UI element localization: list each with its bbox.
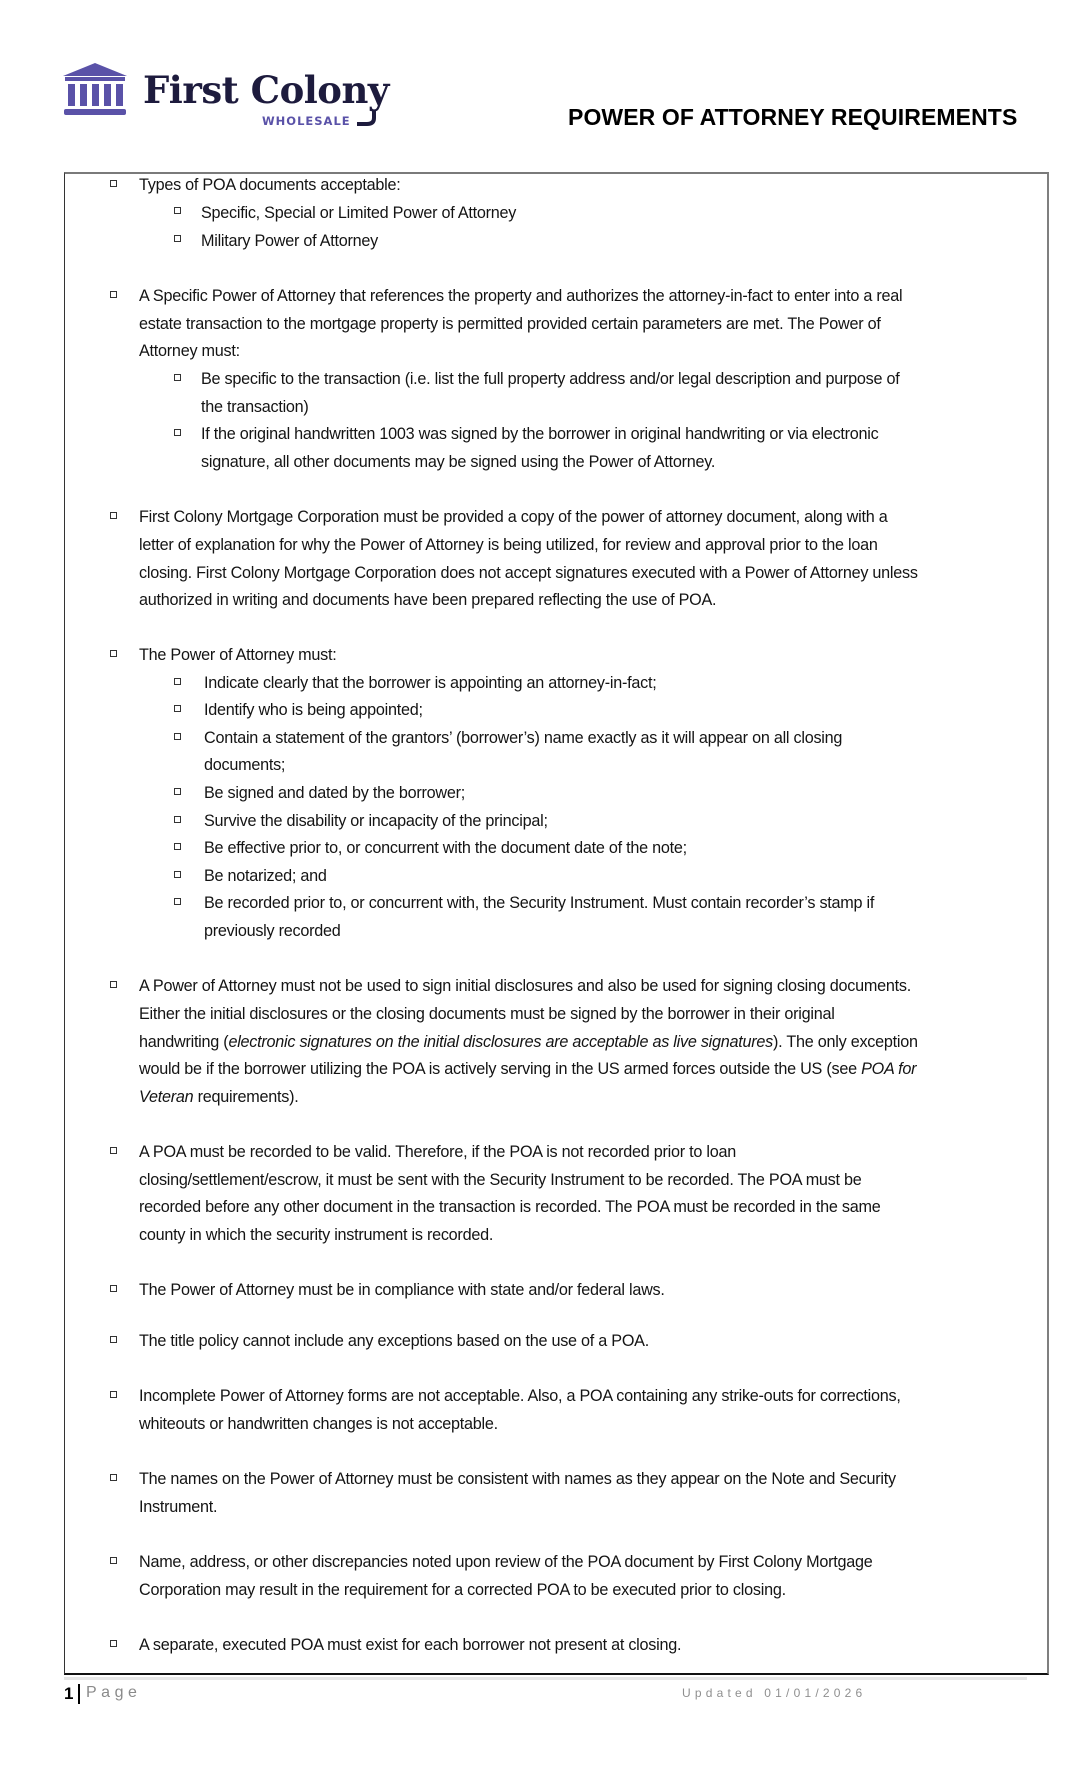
paragraph-line: authorized in writing and documents have been prepared reflecting the use of POA. [139, 591, 717, 609]
paragraph-line [139, 1059, 916, 1079]
square-bullet-icon [174, 207, 181, 214]
sub-item-line: If the original handwritten 1003 was signed by the borrower in original handwriting or via electronic [201, 425, 879, 443]
text-run: handwriting ( [139, 1033, 229, 1051]
square-bullet-icon [174, 429, 181, 436]
paragraph-line: The title policy cannot include any exceptions based on the use of a POA. [139, 1332, 649, 1350]
paragraph-line: Name, address, or other discrepancies noted upon review of the POA document by First Colony Mortgage [139, 1553, 873, 1571]
sub-item-line: documents; [204, 756, 286, 774]
square-bullet-icon [110, 1336, 117, 1343]
logo-hook-icon [355, 110, 377, 126]
sub-item-line: previously recorded [204, 922, 341, 940]
page-separator [78, 1684, 80, 1704]
paragraph-line: A separate, executed POA must exist for each borrower not present at closing. [139, 1636, 682, 1654]
square-bullet-icon [174, 235, 181, 242]
paragraph-line: Types of POA documents acceptable: [139, 176, 401, 194]
paragraph-line: letter of explanation for why the Power of Attorney is being utilized, for review and approval prior to the loan [139, 536, 878, 554]
page-label: Page [86, 1684, 142, 1701]
text-run: requirements). [193, 1088, 299, 1106]
square-bullet-icon [110, 1474, 117, 1481]
italic-text-run: POA for [861, 1060, 917, 1078]
paragraph-line: The names on the Power of Attorney must be consistent with names as they appear on the Note and Security [139, 1470, 896, 1488]
square-bullet-icon [110, 981, 117, 988]
sub-item-line: Identify who is being appointed; [204, 701, 423, 719]
paragraph-line: The Power of Attorney must be in compliance with state and/or federal laws. [139, 1281, 665, 1299]
square-bullet-icon [174, 788, 181, 795]
bank-columns-icon [63, 63, 127, 119]
square-bullet-icon [174, 678, 181, 685]
sub-item-line: Be signed and dated by the borrower; [204, 784, 465, 802]
paragraph-line: Either the initial disclosures or the closing documents must be signed by the borrower in their original [139, 1005, 835, 1023]
paragraph-line: A Specific Power of Attorney that references the property and authorizes the attorney-in-fact to enter into a real [139, 287, 903, 305]
square-bullet-icon [174, 816, 181, 823]
sub-item-line: the transaction) [201, 398, 309, 416]
paragraph-line: closing/settlement/escrow, it must be sent with the Security Instrument to be recorded. The POA must be [139, 1171, 862, 1189]
paragraph-line: whiteouts or handwritten changes is not acceptable. [139, 1415, 498, 1433]
square-bullet-icon [110, 1557, 117, 1564]
sub-item-line: Be effective prior to, or concurrent with the document date of the note; [204, 839, 687, 857]
updated-date: Updated 01/01/2026 [682, 1686, 867, 1700]
logo-subtitle: WHOLESALE [262, 114, 351, 128]
paragraph-line: Corporation may result in the requirement for a corrected POA to be executed prior to closing. [139, 1581, 786, 1599]
paragraph-line: recorded before any other document in the transaction is recorded. The POA must be recorded in the same [139, 1198, 881, 1216]
square-bullet-icon [110, 512, 117, 519]
square-bullet-icon [174, 705, 181, 712]
sub-item-line: Be specific to the transaction (i.e. list the full property address and/or legal description and purpose of [201, 370, 900, 388]
sub-item-line: Indicate clearly that the borrower is appointing an attorney-in-fact; [204, 674, 657, 692]
square-bullet-icon [174, 843, 181, 850]
paragraph-line: Incomplete Power of Attorney forms are not acceptable. Also, a POA containing any strike-outs for corrections, [139, 1387, 901, 1405]
square-bullet-icon [174, 898, 181, 905]
square-bullet-icon [174, 871, 181, 878]
text-run: would be if the borrower utilizing the POA is actively serving in the US armed forces outside the US (see [139, 1060, 862, 1078]
footer-divider [64, 1677, 1027, 1680]
square-bullet-icon [110, 180, 117, 187]
square-bullet-icon [174, 374, 181, 381]
paragraph-line: Attorney must: [139, 342, 240, 360]
square-bullet-icon [110, 1285, 117, 1292]
italic-text-run: electronic signatures on the initial disclosures are acceptable as live signatures [228, 1033, 774, 1051]
square-bullet-icon [110, 1640, 117, 1647]
page-number: 1 [64, 1684, 74, 1703]
sub-item-line: signature, all other documents may be signed using the Power of Attorney. [201, 453, 716, 471]
square-bullet-icon [110, 1147, 117, 1154]
italic-text-run: Veteran [139, 1088, 194, 1106]
paragraph-line [139, 1087, 298, 1107]
paragraph-line: The Power of Attorney must: [139, 646, 337, 664]
paragraph-line: estate transaction to the mortgage property is permitted provided certain parameters are met. The Power of [139, 315, 881, 333]
paragraph-line: county in which the security instrument is recorded. [139, 1226, 494, 1244]
sub-item-line: Be recorded prior to, or concurrent with, the Security Instrument. Must contain recorder’s stamp if [204, 894, 875, 912]
paragraph-line: A Power of Attorney must not be used to sign initial disclosures and also be used for signing closing documents. [139, 977, 911, 995]
paragraph-line: Instrument. [139, 1498, 218, 1516]
square-bullet-icon [110, 650, 117, 657]
paragraph-line [139, 1032, 918, 1052]
square-bullet-icon [110, 1391, 117, 1398]
text-run: ). The only exception [773, 1033, 918, 1051]
sub-item-line: Be notarized; and [204, 867, 327, 885]
sub-item-line: Contain a statement of the grantors’ (borrower’s) name exactly as it will appear on all closing [204, 729, 843, 747]
document-title: POWER OF ATTORNEY REQUIREMENTS [568, 104, 1018, 130]
paragraph-line: closing. First Colony Mortgage Corporation does not accept signatures executed with a Power of Attorney unless [139, 564, 918, 582]
paragraph-line: First Colony Mortgage Corporation must be provided a copy of the power of attorney document, along with a [139, 508, 888, 526]
logo-name: First Colony [143, 68, 389, 112]
sub-item-line: Survive the disability or incapacity of the principal; [204, 812, 548, 830]
sub-item-line: Military Power of Attorney [201, 232, 379, 250]
company-logo [63, 60, 393, 130]
square-bullet-icon [110, 291, 117, 298]
sub-item-line: Specific, Special or Limited Power of Attorney [201, 204, 517, 222]
square-bullet-icon [174, 733, 181, 740]
paragraph-line: A POA must be recorded to be valid. Therefore, if the POA is not recorded prior to loan [139, 1143, 737, 1161]
